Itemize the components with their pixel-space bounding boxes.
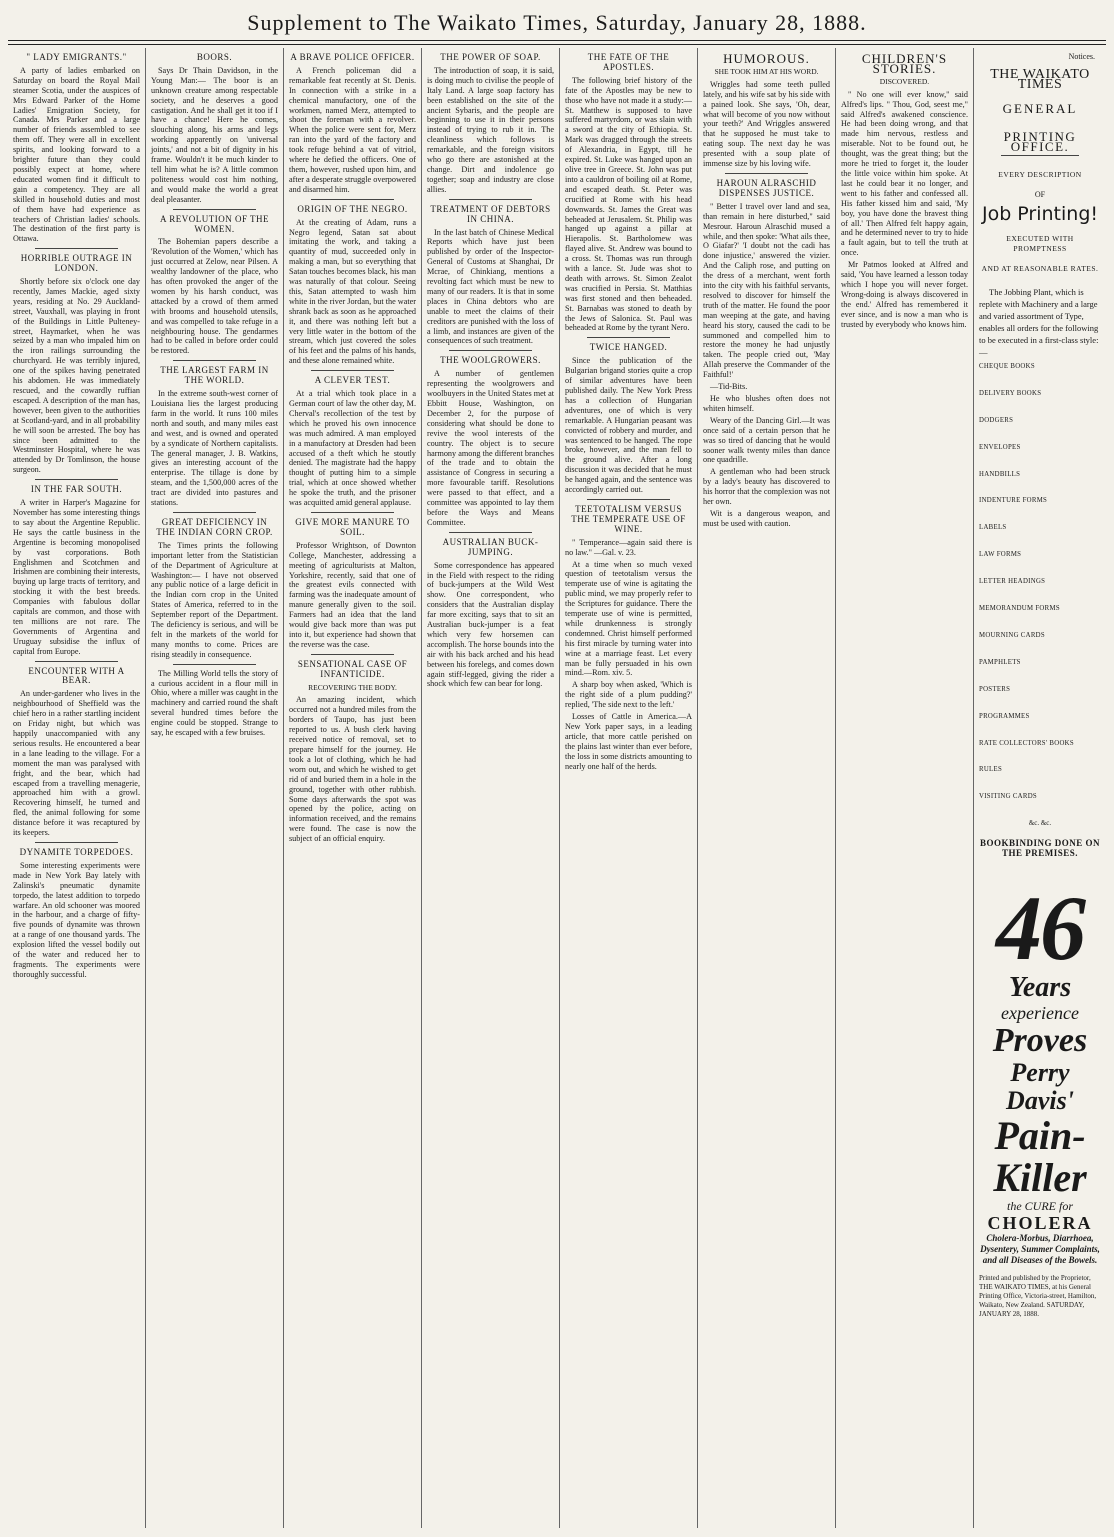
article-paragraph: The following brief history of the fate of the Apostles may be new to those who have not made it a study:— St. Matthew is supposed to have suffered martyrdom, or was slain with a sword at the city of Ethiopia. St. Mark was dragged through the streets of Alexandria, in Egypt, till he expired. St. Luke was hanged upon an olive tree in Greece. St. John was put into a cauldron of boiling oil at Rome, and escaped death. St. Peter was crucified at Rome with his head downwards. St. James the Great was beheaded at Jerusalem. St. Philip was hanged up against a pillar at Hierapolis. St. Bartholomew was flayed alive. St. Andrew was bound to a cross. St. Thomas was run through with a lance. St. Jude was shot to death with arrows. St. Simon Zealot was crucified in Persia. St. Matthias was first stoned and then beheaded. St. Barnabas was stoned to death by the Jews of Salonica. St. Paul was beheaded at Rome by the tyrant Nero. <box>565 75 692 333</box>
article-headline: ORIGIN OF THE NEGRO. <box>297 203 408 214</box>
article-paragraph: At the creating of Adam, runs a Negro legend, Satan sat about imitating the work, and taking a quantity of mud, succeeded only in making a man, but so everything that Satan touches becomes black, his man was naturally of that colour. Seeing this, Satan attempted to wash him white in the river Jordan, but the water shrank back as soon as he approached it, and there was nothing left but a very little water in the bottom of the stream, which just covered the soles of his feet and the palms of his hands, and these alone remained white. <box>289 217 416 366</box>
ad-service-item: VISITING CARDS <box>979 793 1038 801</box>
article-headline: CHILDREN'S STORIES. <box>861 51 948 76</box>
article-paragraph: In the last batch of Chinese Medical Reports which have just been published by order of the Inspector-General of Customs at Shanghai, Dr Mcrae, of Chinkiang, mentions a revolting fact which must be new to many of our readers. It is that in some places in China debtors who are unable to meet the claims of their creditors are punished with the loss of a limb, and instances are given of the consequences of such treatment. <box>427 227 554 346</box>
masthead-rule-top <box>8 40 1106 41</box>
ad-every-description: EVERY DESCRIPTION <box>998 170 1082 180</box>
article-headline: TEETOTALISM VERSUS THE TEMPERATE USE OF WINE. <box>571 503 686 534</box>
masthead-rule-bottom <box>8 44 1106 45</box>
article-headline: HORRIBLE OUTRAGE IN LONDON. <box>20 253 133 274</box>
article-paragraph: An amazing incident, which occurred not a hundred miles from the borders of Taupo, has just been reported to us. A bush clerk having received notice of removal, set to prepare himself for the journey. He took a lot of clothing, which he had worn out, and which he wished to get rid of and buried them in a hole in the ground, together with other rubbish. Some days afterwards the spot was opened by the police, acting on information received, and the remains were found. The case is now the subject of an official enquiry. <box>289 695 416 844</box>
article-separator <box>35 842 118 843</box>
article-headline: DYNAMITE TORPEDOES. <box>19 846 134 857</box>
article-headline: THE FATE OF THE APOSTLES. <box>587 52 670 72</box>
article-paragraph: The Bohemian papers describe a 'Revolution of the Women,' which has just occurred at Zelow, near Pilsen. A wealthy landowner of the place, who has often provoked the anger of the women by his harsh conduct, was attacked by a crowd of them armed with brooms and household utensils, and was compelled to take refuge in a neighbouring house. The gendarmes had to be called in before order could be restored. <box>151 237 278 356</box>
article-paragraph: The introduction of soap, it is said, is doing much to civilise the people of Italy Land. A large soap factory has been established on the site of the ancient Sybaris, and the people are beginning to use it in their persons instead of trying to rub it in. The cleanliness which follows is remarkable, and the foreign visitors who go there are astonished at the change. Dirt and indolence go together; soap and industry are close allies. <box>427 65 554 194</box>
painkiller-proves: Proves <box>992 1022 1088 1059</box>
masthead-title: Supplement to The Waikato Times, Saturday, January 28, 1888. <box>247 10 867 35</box>
printer-imprint: Printed and published by the Proprietor, THE WAIKATO TIMES, at his General Printing Office, Victoria-street, Hamilton, Waikato, New Zealand. SATURDAY, JANUARY 28, 1888. <box>979 1274 1097 1318</box>
article-separator <box>587 337 670 338</box>
ad-etc: &c. &c. <box>1028 819 1052 828</box>
article-paragraph: At a time when so much vexed question of teetotalism versus the temperate use of wine is agitating the public mind, we may properly refer to the Scriptures for guidance. There the temperate use of wine is permitted, while drunkenness is strongly condemned. Christ himself performed his first miracle by turning water into wine at a marriage feast. Let every man be fully persuaded in his own mind.—Rom. xiv. 5. <box>565 559 692 678</box>
article-subheadline: DISCOVERED. <box>879 76 930 86</box>
ad-service-item: MOURNING CARDS <box>979 631 1045 639</box>
column-6 <box>698 48 836 1528</box>
article-separator <box>449 350 532 351</box>
article-separator <box>311 654 394 655</box>
ad-service-item: LAW FORMS <box>979 551 1022 559</box>
ad-service-item: RULES <box>979 766 1003 774</box>
article-headline: A REVOLUTION OF THE WOMEN. <box>159 213 270 234</box>
ad-service-item: PROGRAMMES <box>979 712 1030 720</box>
ad-general: GENERAL <box>1002 100 1078 116</box>
article-separator <box>311 370 394 371</box>
ad-service-item: PAMPHLETS <box>979 658 1021 666</box>
article-separator <box>725 173 808 174</box>
ad-services-list <box>979 362 1101 802</box>
painkiller-experience: experience <box>1001 1003 1079 1023</box>
article-separator <box>449 532 532 533</box>
painkiller-years: Years <box>1008 972 1072 1003</box>
ad-job-printing: Job Printing! <box>981 203 1099 226</box>
ad-service-item: LABELS <box>979 524 1007 532</box>
ad-divider <box>1001 155 1079 156</box>
article-separator <box>311 199 394 200</box>
article-paragraph: Since the publication of the Bulgarian brigand stories quite a crop of similar adventures have been published daily. The New York Press has a collection of Hungarian adventures, one of which is very remarkable. A Hungarian peasant was convicted of robbery and murder, and was sentenced to be hanged. The rope broke, however, and the man fell to the ground alive. After a long discussion it was decided that he must be hanged again, and the sentence was accordingly carried out. <box>565 356 692 495</box>
article-separator <box>35 479 118 480</box>
article-paragraph: Some correspondence has appeared in the Field with respect to the riding of buck-jumpers at the Wild West show. One correspondent, who considers that the Australian display far more exciting, says that to sit an Australian buck-jumper is a feat which very few horsemen can accomplish. The horse bounds into the air with his back arched and his head between his forelegs, and comes down again stiff-legged, giving the rider a shock which few can bear for long. <box>427 560 554 689</box>
ad-service-item: LETTER HEADINGS <box>979 578 1046 586</box>
article-paragraph: A gentleman who had been struck by a lady's beauty has discovered to his horror that the complexion was not her own. <box>703 467 830 507</box>
article-paragraph: Says Dr Thain Davidson, in the Young Man:— The boor is an unknown creature among respectable society, and he deserves a good castigation. And he shall get it too if I have a chance! Here he comes, slouching along, his arms and legs working apparently on 'universal joints,' and not a bit of dignity in his frame. Wouldn't it be much kinder to tell him what he is? A little common politeness would cost him nothing, and would make the world a great deal pleasanter. <box>151 65 278 204</box>
article-separator <box>173 664 256 665</box>
masthead <box>0 0 1114 42</box>
newspaper-page <box>8 48 1106 1528</box>
article-paragraph: Some interesting experiments were made in New York Bay lately with Zalinski's pneumatic dynamite torpedo, the latest addition to torpedo warfare. An old schooner was moored in the harbour, and a charge of fifty-five pounds of dynamite was thrown at a range of one thousand yards. The explosion lifted the vessel bodily out of the water and reduced her to fragments. The experiments were thoroughly successful. <box>13 860 140 979</box>
article-paragraph: The Milling World tells the story of a curious accident in a flour mill in Ohio, where a miller was caught in the machinery and carried round the shaft several hundred times before the engine could be stopped. Strange to say, he escaped with a few bruises. <box>151 668 278 738</box>
article-paragraph: —Tid-Bits. <box>710 382 748 392</box>
article-headline: TWICE HANGED. <box>589 342 668 353</box>
article-subheadline: SHE TOOK HIM AT HIS WORD. <box>714 66 819 76</box>
article-headline: HAROUN ALRASCHID DISPENSES JUSTICE. <box>716 177 817 198</box>
ad-of: OF <box>1034 190 1046 200</box>
painkiller-brand: Perry Davis' <box>1006 1058 1074 1115</box>
ad-service-item: ENVELOPES <box>979 443 1021 451</box>
article-paragraph: Wit is a dangerous weapon, and must be used with caution. <box>703 508 830 528</box>
painkiller-cure: the CURE for <box>1007 1199 1073 1213</box>
article-paragraph: A writer in Harper's Magazine for November has some interesting things to say about the Argentine Republic. He says the cattle business in the Argentine is becoming monopolised by vast corporations. Both Englishmen and Scotchmen and Irishmen are combining their interests, buying up large tracts of territory, and stocking it with the best breeds. Companies with fabulous dollar capitals are common, and those with ten millions are not rare. The Governments of Argentina and Uruguay subsidise the influx of capital from Europe. <box>13 498 140 656</box>
column-7 <box>836 48 974 1528</box>
article-separator <box>173 209 256 210</box>
article-separator <box>311 512 394 513</box>
article-headline: A CLEVER TEST. <box>314 375 391 386</box>
article-separator <box>449 199 532 200</box>
article-separator <box>35 661 118 662</box>
article-separator <box>173 512 256 513</box>
article-headline: HUMOROUS. <box>723 51 810 66</box>
article-paragraph: Professor Wrightson, of Downton College, Manchester, addressing a meeting of agriculturists at Malton, Yorkshire, recently, said that one of the greatest evils connected with farming was the inadequate amount of manure generally given to the soil. Farmers had an idea that the land would give back more than was put into it, but experience had shown that the reverse was the case. <box>289 540 416 649</box>
article-headline: GREAT DEFICIENCY IN THE INDIAN CORN CROP. <box>156 516 273 537</box>
article-separator <box>35 248 118 249</box>
article-paragraph: Shortly before six o'clock one day recently, James Mackie, aged sixty years, residing at No. 29 Auckland-street, Vauxhall, was playing in front of the Buildings in Little Pulteney-street, Haymarket, when he was seized by a man who impaled him on the iron railings surrounding the churchyard. He was terribly injured, one of the spikes having penetrated his abdomen. He was immediately rescued, and the cowardly ruffian escaped. A description of the man has, however, been given to the authorities at Scotland-yard, and in all probability he will soon be arrested. The boy has since been admitted to the Westminster Hospital, where he was attended by Dr Tomlinson, the house surgeon. <box>13 277 140 475</box>
ad-service-item: MEMORANDUM FORMS <box>979 605 1060 613</box>
painkiller-cholera: CHOLERA <box>987 1213 1093 1233</box>
article-headline: BOORS. <box>196 52 233 62</box>
article-paragraph: A number of gentlemen representing the woolgrowers and woolbuyers in the United States met at Ebbitt House, Washington, on December 2, for the purpose of considering what should be done to revive the wool interests of the country. The object is to secure harmony among the different branches of the trade and to obtain the assistance of Congress in securing a more favourable tariff. Resolutions were passed to that effect, and a committee was appointed to lay them before the Ways and Means Committee. <box>427 369 554 527</box>
article-paragraph: " Temperance—again said there is no law." —Gal. v. 23. <box>565 537 692 557</box>
article-paragraph: A party of ladies embarked on Saturday on board the Royal Mail steamer Scotia, under the auspices of Mrs Edward Parker of the Home Ladies' Emigration Society, for Canada. Mrs Parker and a large number of friends assembled to see them off. They were all in excellent spirits, and looking forward to a brighter future than they could possibly expect at home, where educated women find it difficult to gain a competency. They are all skilled in household duties and most of them have had experience as teachers of Christian ladies' schools. The destination of the first party is Ottawa. <box>13 65 140 244</box>
article-paragraph: Weary of the Dancing Girl.—It was once said of a certain person that he was so tired of dancing that he would sooner walk twenty miles than dance one quadrille. <box>703 415 830 465</box>
column-1 <box>8 48 146 1528</box>
painkiller-pain: Pain- <box>994 1113 1086 1158</box>
advertisement-column <box>974 48 1106 1528</box>
article-headline: TREATMENT OF DEBTORS IN CHINA. <box>430 203 551 224</box>
ad-reasonable: AND AT REASONABLE RATES. <box>981 263 1099 273</box>
article-paragraph: Losses of Cattle in America.—A New York paper says, in a leading article, that more cattle perished on the plains last winter than ever before, the loss in some districts amounting to nearly one half of the herds. <box>565 712 692 771</box>
painkiller-killer: Killer <box>993 1155 1087 1200</box>
article-paragraph: The Times prints the following important letter from the Statistician of the Department of Agriculture at Washington:— I have not observed any public notice of a large deficit in the Indian corn crop in the United States of America, referred to in the September report of the Department. The deficiency is serious, and will be felt in the markets of the world for many months to come. Prices are rising steadily in consequence. <box>151 540 278 659</box>
article-paragraph: " No one will ever know," said Alfred's lips. " Thou, God, seest me," said Alfred's awakened conscience. He had been doing wrong, and that made him nervous, restless and miserable. Not to be found out, he thought, was the great thing; but the more he tried to forget it, the louder the little voice within him spoke. At last he could bear it no longer, and went to his father and confessed all. His father kissed him and said, 'My boy, you have done the bravest thing of all.' Then Alfred felt happy again, and he determined never to try to hide a fault again, but to tell the truth at once. <box>841 89 968 258</box>
article-subheadline: RECOVERING THE BODY. <box>308 682 397 692</box>
ad-service-item: RATE COLLECTORS' BOOKS <box>979 739 1074 747</box>
article-headline: THE LARGEST FARM IN THE WORLD. <box>160 365 269 386</box>
article-headline: " LADY EMIGRANTS." <box>26 52 127 62</box>
notices-label: Notices. <box>1068 52 1095 61</box>
ad-service-item: DELIVERY BOOKS <box>979 389 1042 397</box>
article-paragraph: In the extreme south-west corner of Louisiana lies the largest producing farm in the world. It runs 100 miles north and south, and many miles east and west, and is owned and operated by a syndicate of Northern capitalists. The general manager, J. B. Watkins, gives an interesting account of the enterprise. The tillage is done by steam, and the 1,500,000 acres of the tract are divided into pastures and stations. <box>151 389 278 508</box>
ad-printing-office: PRINTING OFFICE. <box>1003 128 1077 154</box>
ad-paper-name: THE WAIKATO TIMES <box>990 66 1090 92</box>
article-headline: ENCOUNTER WITH A BEAR. <box>28 665 125 686</box>
article-headline: A BRAVE POLICE OFFICER. <box>290 52 415 62</box>
painkiller-diseases: Cholera-Morbus, Diarrhoea, Dysentery, Summer Complaints, and all Diseases of the Bowels. <box>980 1233 1100 1265</box>
article-paragraph: He who blushes often does not whiten himself. <box>703 394 830 413</box>
column-4 <box>422 48 560 1528</box>
article-paragraph: " Better I travel over land and sea, than remain in here disturbed," said Mesrour. Haroun Alraschid mused a while, and then spoke: 'What ails thee, O Giafar?' 'I doubt not the cadi has done injustice,' answered the vizier. And the Caliph rose, and putting on the dress of a merchant, went forth into the city with his faithful servants, resolved to discover for himself the truth of the matter. He found the poor man weeping at the gate, and having heard his story, caused the cadi to be summoned and compelled him to restore the money he had unjustly taken. The people cried out, 'May Allah preserve the Commander of the Faithful!' <box>703 201 830 380</box>
article-headline: GIVE MORE MANURE TO SOIL. <box>295 516 410 537</box>
article-headline: THE WOOLGROWERS. <box>440 355 541 366</box>
article-paragraph: At a trial which took place in a German court of law the other day, M. Cherval's recollection of the test by which he proved his own innocence was much admired. A man employed in a manufactory at Dresden had been accused of a theft which he stoutly denied. The magistrate had the happy thought of putting him to a simple trial, which at once showed whether he spoke the truth, and the prisoner was acquitted amid general applause. <box>289 389 416 508</box>
article-headline: IN THE FAR SOUTH. <box>30 484 123 495</box>
article-paragraph: A French policeman did a remarkable feat recently at St. Denis. In connection with a strike in a chemical manufactory, one of the workmen, named Merz, attempted to shoot the foreman with a revolver. When the police were sent for, Merz ran into the yard of the factory and took refuge behind a vat of vitriol, where he defied the officers. One of them, however, rushed upon him, and after a desperate struggle overpowered and disarmed him. <box>289 65 416 194</box>
article-headline: SENSATIONAL CASE OF INFANTICIDE. <box>297 658 408 679</box>
article-paragraph: Wriggles had some teeth pulled lately, and his wife sat by his side with a pained look. She says, 'Oh, dear, what will become of you now without your teeth?' And Wriggles answered that he supposed he must take to eating soup. The next day he was presented with a soup plate of immense size by his loving wife. <box>703 79 830 169</box>
article-paragraph: Mr Patmos looked at Alfred and said, 'You have learned a lesson today which I hope you will never forget. Wrong-doing is always discovered in the end.' Alfred has remembered it ever since, and is now a man who is trusted by everybody who knows him. <box>841 260 968 329</box>
ad-service-item: INDENTURE FORMS <box>979 497 1048 505</box>
ad-service-item: CHEQUE BOOKS <box>979 362 1035 370</box>
article-separator <box>587 499 670 500</box>
column-3 <box>284 48 422 1528</box>
ad-service-item: DODGERS <box>979 416 1014 424</box>
ad-bookbinding: BOOKBINDING DONE ON THE PREMISES. <box>979 838 1100 859</box>
article-separator <box>173 360 256 361</box>
ad-service-item: POSTERS <box>979 685 1011 693</box>
article-headline: AUSTRALIAN BUCK-JUMPING. <box>442 536 539 557</box>
column-5 <box>560 48 698 1528</box>
article-paragraph: An under-gardener who lives in the neighbourhood of Sheffield was the chief hero in a rather startling incident on Friday night, but which was happily unaccompanied with any serious results. He encountered a bear in a lane leading to the village. For a moment the man was paralysed with fright, and the bear, which had escaped from a travelling menagerie, approached him with a growl. Recovering himself, he turned and fled, the animal following for some distance before it was recaptured by its keepers. <box>13 689 140 838</box>
article-paragraph: A sharp boy when asked, 'Which is the right side of a plum pudding?' replied, 'The side next to the left.' <box>565 680 692 710</box>
article-headline: THE POWER OF SOAP. <box>440 52 541 62</box>
ad-executed: EXECUTED WITH PROMPTNESS <box>1006 234 1074 254</box>
column-2 <box>146 48 284 1528</box>
ad-plant-paragraph: The Jobbing Plant, which is replete with Machinery and a large and varied assortment of Type, enables all orders for the following to be executed in a first-class style:— <box>979 286 1099 357</box>
painkiller-years-number: 46 <box>996 877 1084 979</box>
ad-service-item: HANDBILLS <box>979 470 1021 478</box>
